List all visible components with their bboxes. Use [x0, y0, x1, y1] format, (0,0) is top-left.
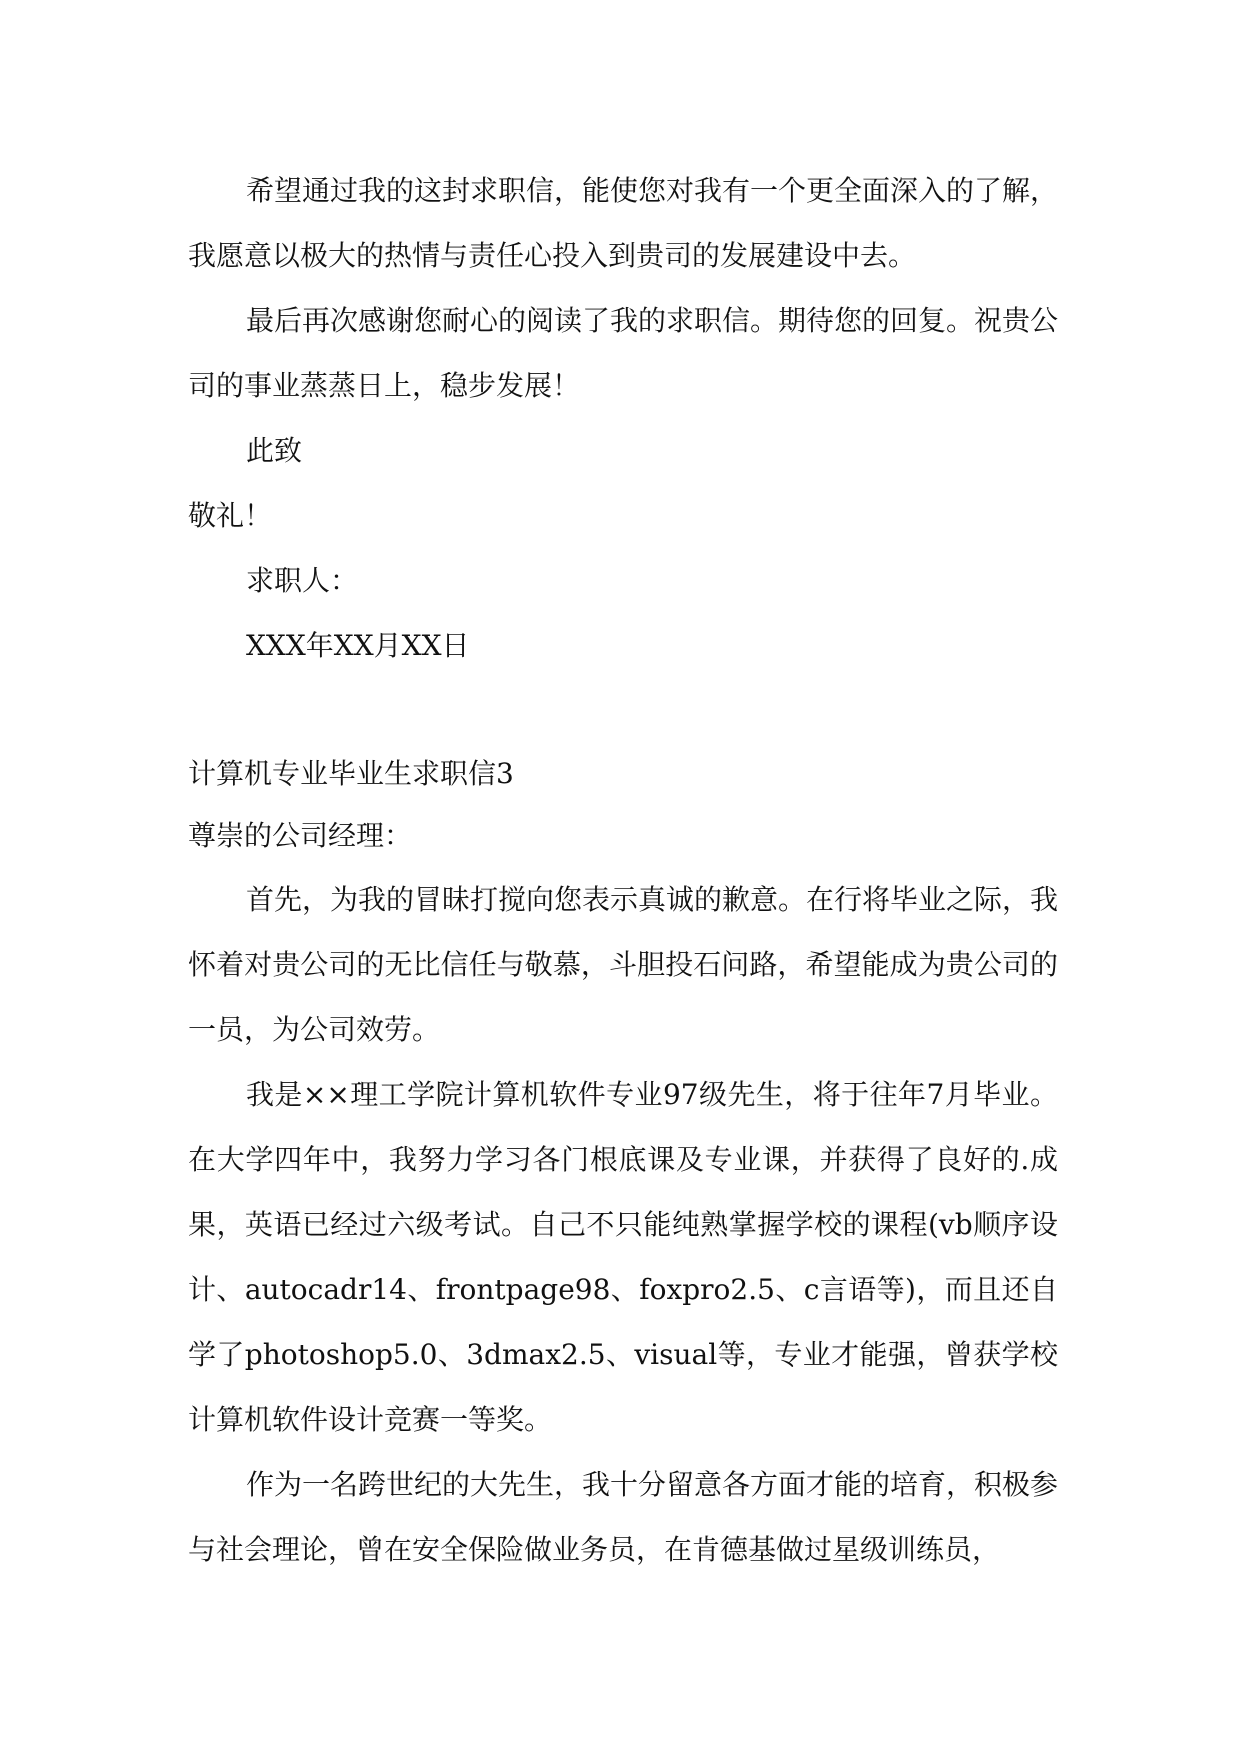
letter-end-paragraph-1: 希望通过我的这封求职信，能使您对我有一个更全面深入的了解，我愿意以极大的热情与责任心投入到贵司的发展建设中去。 [188, 174, 1059, 272]
closing-line-2: 敬礼！ [188, 499, 273, 532]
section-gap [188, 678, 1058, 743]
letter3-paragraph-1: 首先，为我的冒昧打搅向您表示真诚的歉意。在行将毕业之际，我怀着对贵公司的无比信任与敬慕，斗胆投石问路，希望能成为贵公司的一员，为公司效劳。 [188, 883, 1059, 1046]
document-body [188, 158, 1058, 1582]
letter3-paragraph-2: 我是××理工学院计算机软件专业97级先生，将于往年7月毕业。在大学四年中，我努力学习各门根底课及专业课，并获得了良好的.成果，英语已经过六级考试。自己不只能纯熟掌握学校的课程(vb顺序设计、autocadr14、frontpage98、foxpro2.5、c言语等)，而且还自学了photoshop5.0、3dmax2.5、visual等，专业才能强，曾获学校计算机软件设计竞赛一等奖。 [188, 1078, 1058, 1436]
section-title: 计算机专业毕业生求职信3 [188, 757, 514, 790]
date-line: XXX年XX月XX日 [246, 629, 470, 662]
letter-greeting: 尊崇的公司经理： [188, 819, 413, 852]
letter3-paragraph-3: 作为一名跨世纪的大先生，我十分留意各方面才能的培育，积极参与社会理论，曾在安全保险做业务员，在肯德基做过星级训练员， [188, 1468, 1059, 1566]
letter-end-paragraph-2: 最后再次感谢您耐心的阅读了我的求职信。期待您的回复。祝贵公司的事业蒸蒸日上，稳步发展！ [188, 304, 1059, 402]
closing-line-1: 此致 [246, 434, 303, 467]
signature-line: 求职人： [246, 564, 359, 597]
